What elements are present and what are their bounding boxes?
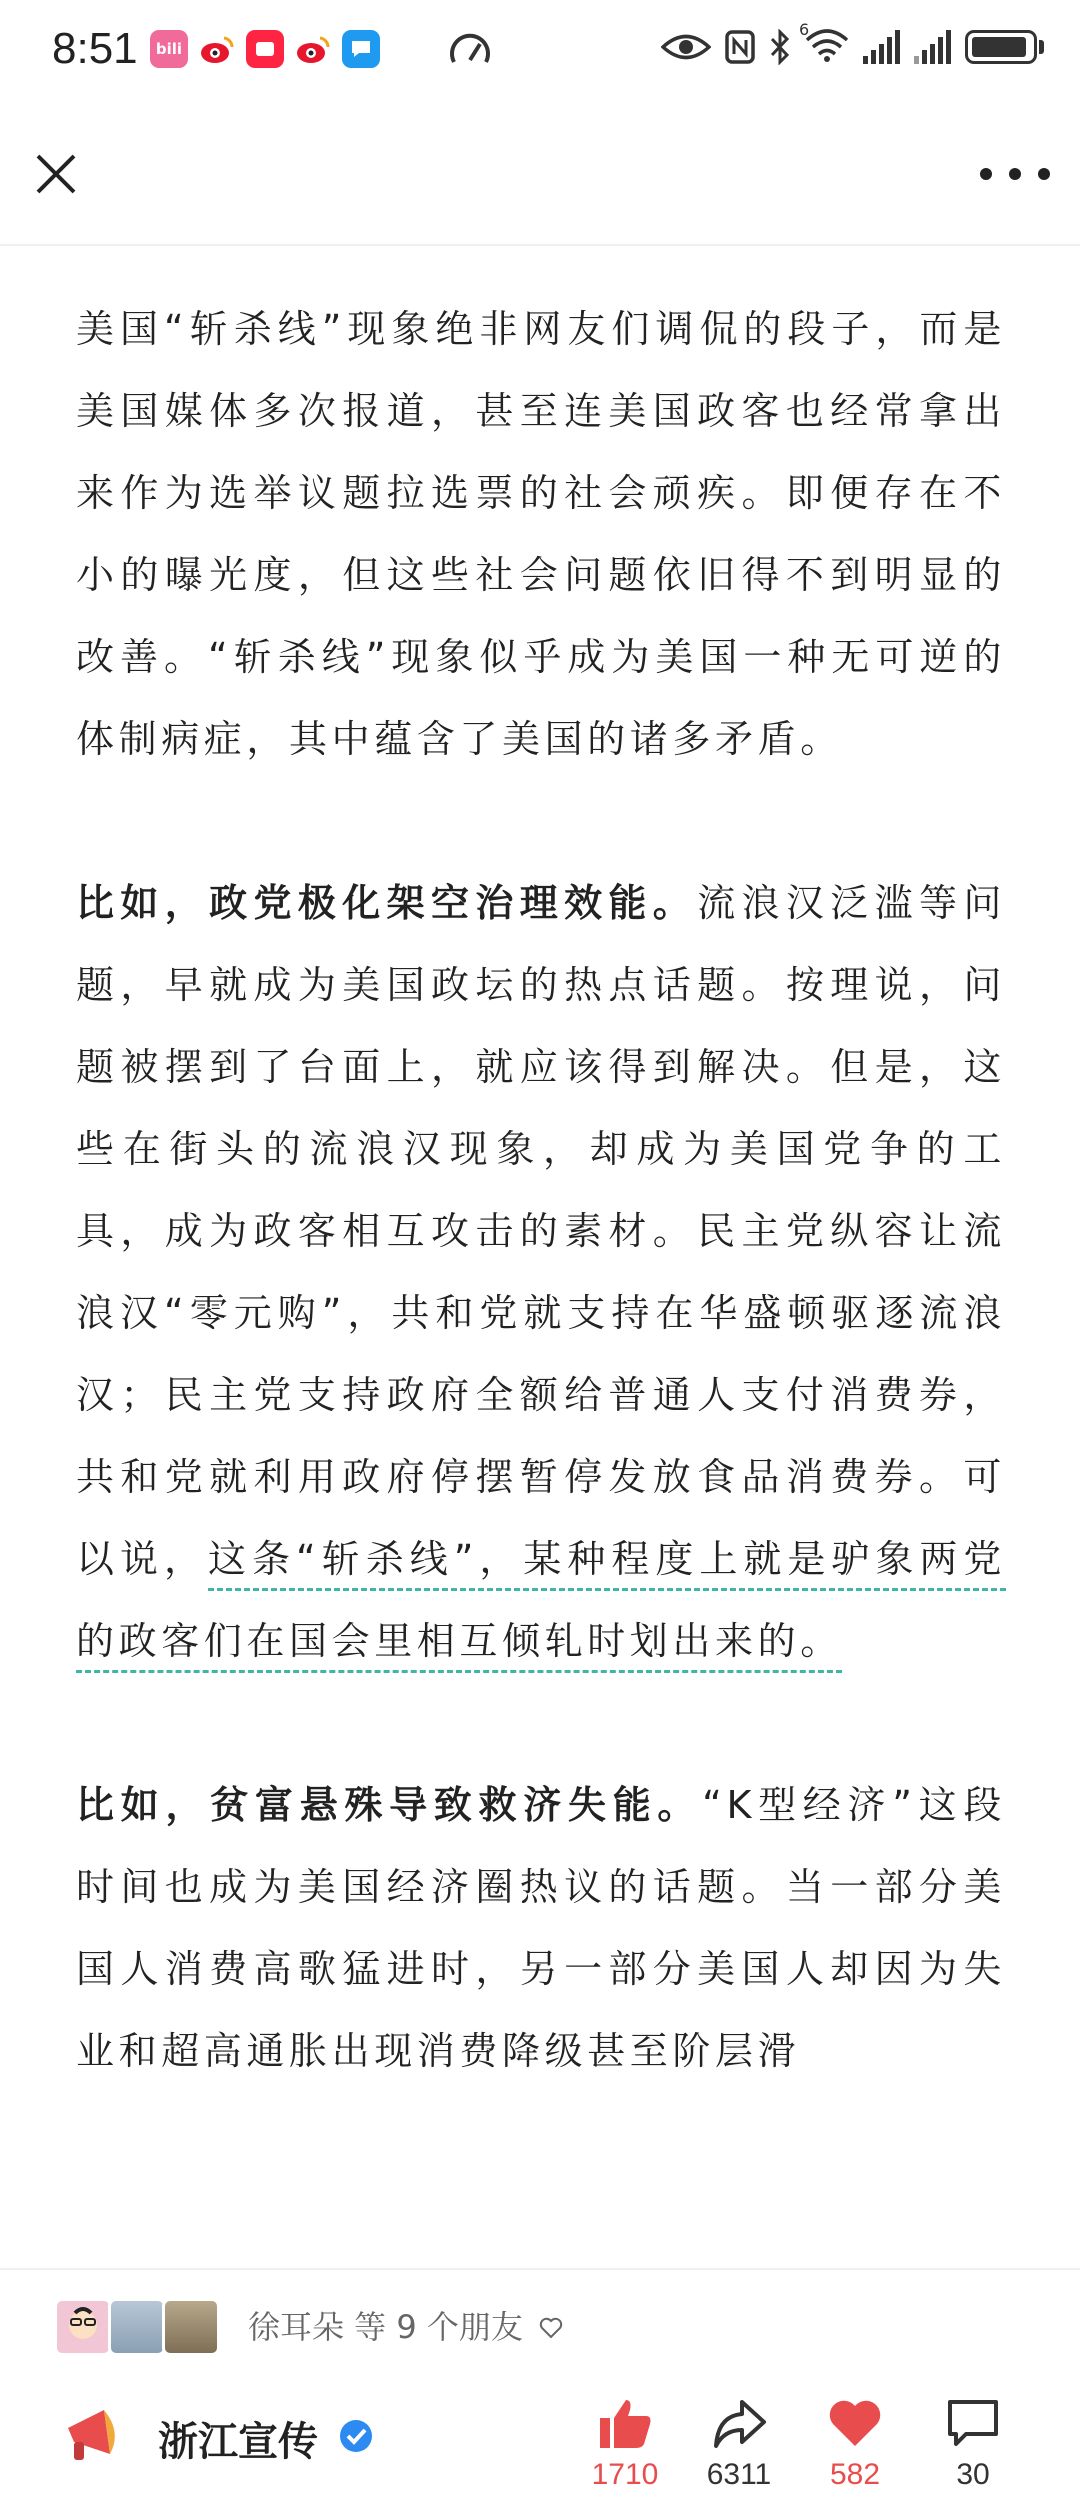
author-name[interactable]: 浙江宣传 (158, 2419, 318, 2465)
paragraph-1: 美国“斩杀线”现象绝非网友们调侃的段子，而是美国媒体多次报道，甚至连美国政客也经常拿出来作为选举议题拉选票的社会顽疾。即便存在不小的曝光度，但这些社会问题依旧得不到明显的改善。“斩杀线”现象似乎成为美国一种无可逆的体制病症，其中蕴含了美国的诸多矛盾。 (76, 307, 1006, 761)
chat-icon (342, 30, 380, 68)
wifi-icon (799, 20, 849, 66)
heart-outline-icon (539, 2316, 563, 2340)
like-count: 1710 (591, 2458, 659, 2491)
paragraph-3-heading: 比如，贫富悬殊导致救济失能。 (76, 1783, 703, 1827)
favorite-button[interactable] (800, 2394, 910, 2492)
comment-count: 30 (956, 2458, 990, 2491)
favorite-count: 582 (829, 2458, 881, 2491)
speedometer-icon (448, 30, 492, 74)
paragraph-3 (76, 1764, 1006, 2092)
more-button[interactable] (980, 144, 1050, 204)
bottom-action-bar (0, 2376, 1080, 2504)
nfc-icon (725, 30, 755, 64)
battery-icon (965, 30, 1044, 64)
bilibili-icon: bili (150, 30, 188, 68)
avatar (108, 2298, 166, 2356)
friends-text: 徐耳朵 等 9 个朋友 (248, 2302, 563, 2348)
close-button[interactable] (26, 144, 86, 204)
avatar (162, 2298, 220, 2356)
bluetooth-icon (769, 29, 791, 65)
author-avatar[interactable] (60, 2398, 132, 2470)
verified-badge-icon (338, 2418, 374, 2454)
paragraph-2 (76, 862, 1006, 1682)
comment-button[interactable] (918, 2394, 1028, 2492)
nav-bar (0, 104, 1080, 246)
like-button[interactable] (570, 2394, 680, 2492)
eye-icon (661, 30, 711, 64)
paragraph-3-text: “K型经济”这段时间也成为美国经济圈热议的话题。当一部分美国人消费高歌猛进时，另一部分美国人却因为失业和超高通胀出现消费降级甚至阶层滑 (76, 1783, 1006, 2073)
paragraph-2-text: 流浪汉泛滥等问题，早就成为美国政坛的热点话题。按理说，问题被摆到了台面上，就应该得到解决。但是，这些在街头的流浪汉现象，却成为美国党争的工具，成为政客相互攻击的素材。民主党纵容让流浪汉“零元购”，共和党就支持在华盛顿驱逐流浪汉；民主党支持政府全额给普通人支付消费券，共和党就利用政府停摆暂停发放食品消费券。可以说， (76, 881, 1007, 1581)
article-body (76, 288, 1006, 2092)
status-bar (0, 0, 1080, 104)
signal-icon-2 (914, 30, 951, 64)
share-button[interactable] (684, 2394, 794, 2492)
highlighted-link[interactable]: 这条“斩杀线”，某种程度上就是驴象两党的政客们在国会里相互倾轧时划出来的。 (76, 1537, 1006, 1663)
megaphone-icon (60, 2398, 132, 2470)
share-icon (710, 2394, 768, 2452)
close-icon (26, 144, 86, 204)
avatar (54, 2298, 112, 2356)
friend-avatars (54, 2298, 216, 2356)
status-indicators (661, 20, 1044, 66)
share-count: 6311 (706, 2458, 772, 2491)
signal-icon-1 (863, 30, 900, 64)
thumbs-up-icon (596, 2394, 654, 2452)
more-icon (980, 168, 992, 180)
friends-liked-row[interactable] (0, 2268, 1080, 2378)
weibo-icon (198, 30, 236, 68)
network-type: 6 (799, 20, 810, 39)
heart-icon (826, 2394, 884, 2452)
status-time: 8:51 (52, 24, 138, 73)
weibo-icon-2 (294, 30, 332, 68)
comment-icon (944, 2394, 1002, 2452)
red-app-icon (246, 30, 284, 68)
notification-icons (150, 30, 380, 68)
paragraph-2-heading: 比如，政党极化架空治理效能。 (76, 881, 698, 925)
